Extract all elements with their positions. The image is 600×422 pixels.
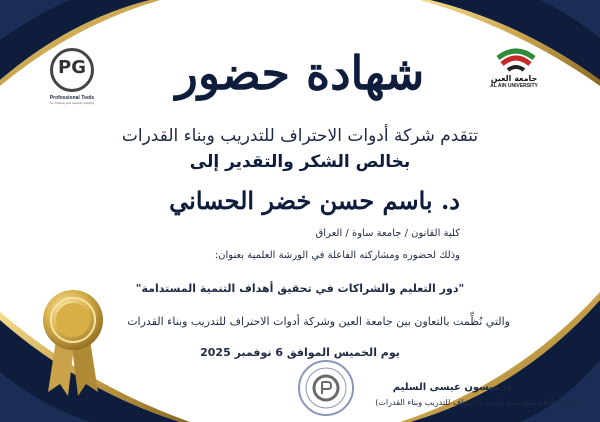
logo-caption: Professional Tools bbox=[49, 95, 95, 101]
affiliation-line: كلية القانون / جامعة ساوة / العراق bbox=[315, 228, 460, 239]
date-line: يوم الخميس الموافق 6 نوفمبر 2025 bbox=[200, 346, 400, 359]
university-name-arabic: جامعة العين bbox=[490, 74, 538, 83]
organized-by-line: والتي نُظِّمت بالتعاون بين جامعة العين وشركة أدوات الاحتراف للتدريب وبناء القدرات bbox=[127, 315, 510, 328]
participation-line: وذلك لحضوره ومشاركته الفاعلة في الورشة العلمية بعنوان: bbox=[214, 250, 460, 261]
certificate-title: شهادة حضور bbox=[175, 46, 425, 100]
workshop-title: "دور التعليم والشراكات في تحقيق أهداف التنمية المستدامة" bbox=[135, 282, 465, 295]
pg-logo-icon: PG bbox=[50, 48, 94, 92]
official-stamp-icon bbox=[296, 358, 356, 418]
signatory-position: (المدير العام لمؤسسة أدوات الاحتراف للتدريب وبناء القدرات) bbox=[375, 398, 580, 407]
logo-subcaption: for Training and capacity building bbox=[50, 101, 94, 105]
professional-tools-logo bbox=[40, 48, 104, 105]
signatory-name: د. ميسون عيسى السليم bbox=[392, 382, 512, 393]
university-name-english: AL AIN UNIVERSITY bbox=[490, 83, 538, 89]
intro-line: تتقدم شركة أدوات الاحتراف للتدريب وبناء القدرات bbox=[121, 126, 479, 146]
al-ain-university-logo bbox=[474, 44, 554, 89]
thanks-line: بخالص الشكر والتقدير إلى bbox=[189, 152, 411, 172]
recipient-name: د. باسم حسن خضر الحساني bbox=[169, 186, 460, 215]
